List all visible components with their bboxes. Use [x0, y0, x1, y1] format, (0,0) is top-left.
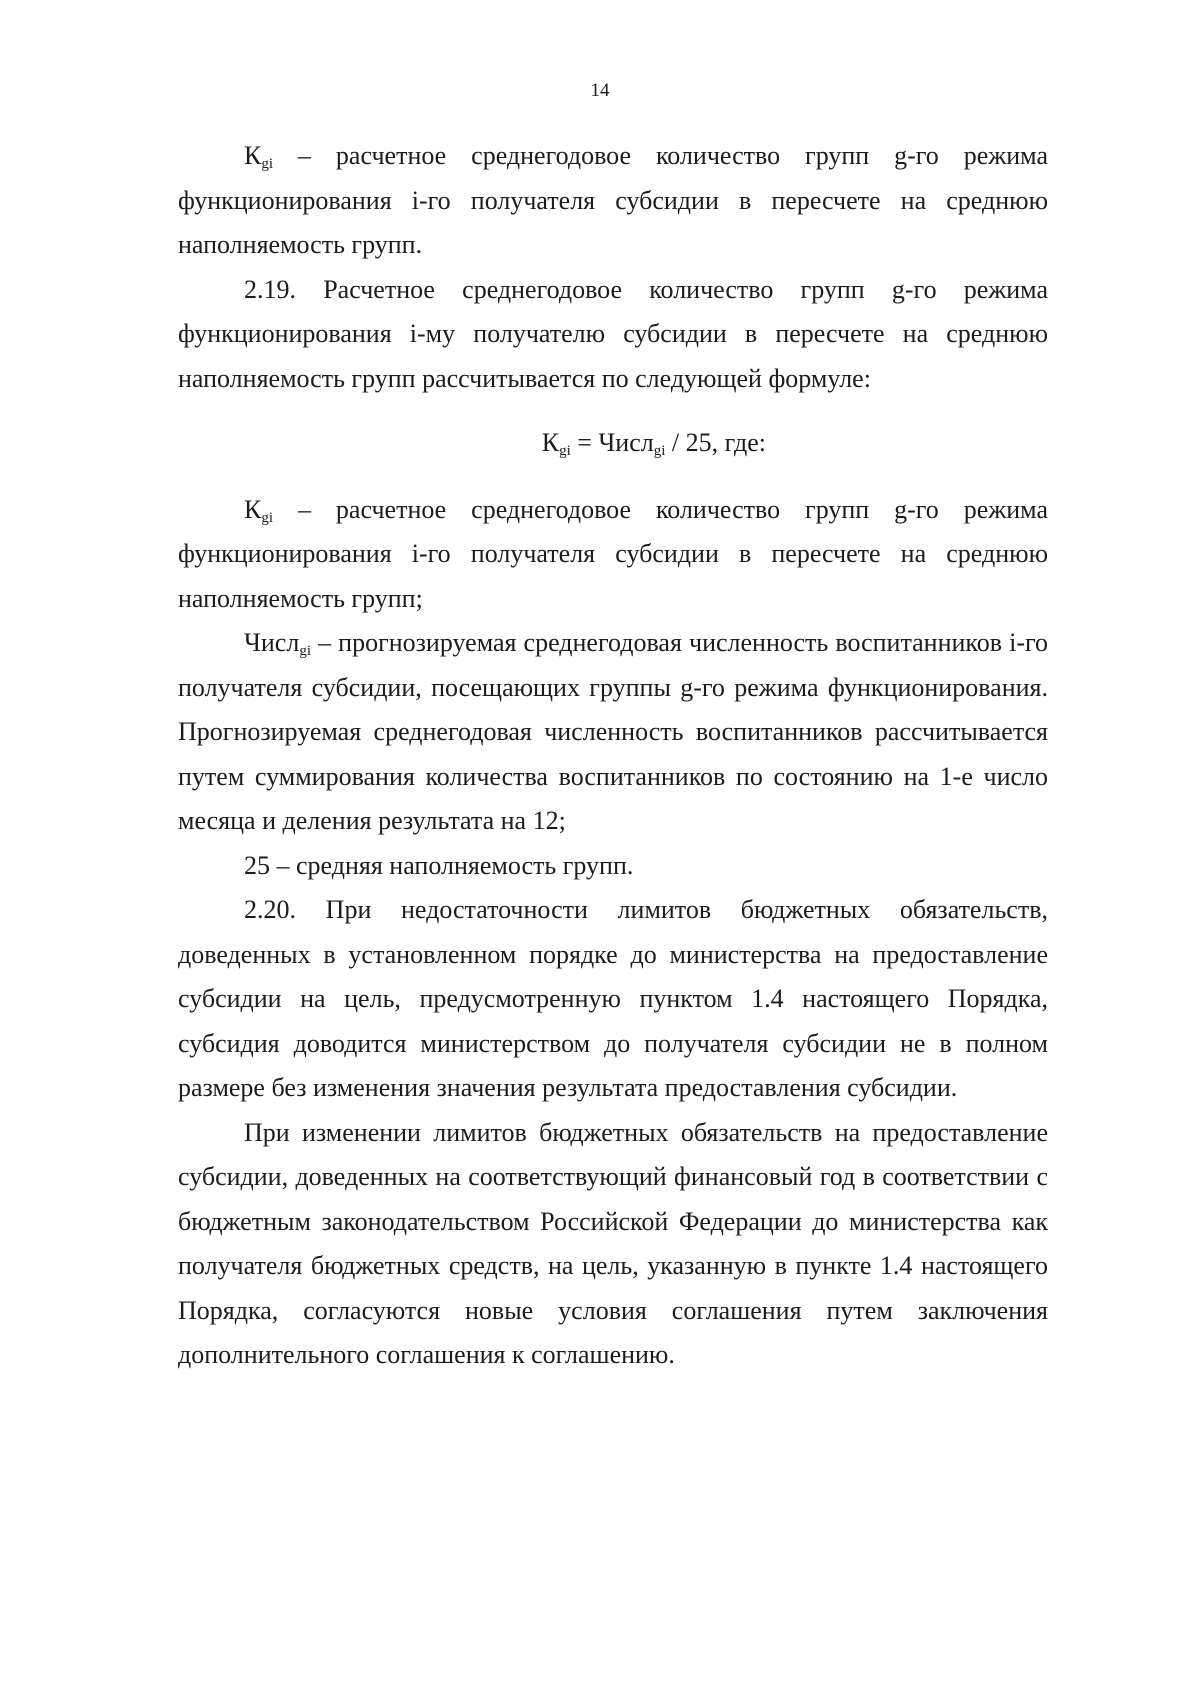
paragraph-limits-change: При изменении лимитов бюджетных обязательств на предоставление субсидии, доведенных на соответствующий финансовый год в соответствии с бюджетным законодательством Российской Федерации до министерства как получателя бюджетных средств, на цель, указанную в пункте 1.4 настоящего Порядка, согласуются новые условия соглашения путем заключения дополнительного соглашения к соглашению. [178, 1117, 1048, 1369]
paragraph-kgi-definition-2 [178, 488, 1048, 622]
document-body [178, 134, 1048, 1378]
chisl-definition-text: – прогнозируемая среднегодовая численность воспитанников i-го получателя субсидии, посещающих группы g-го режима функционирования. Прогнозируемая среднегодовая численность воспитанников рассчитывается путем суммирования количества воспитанников по состоянию на 1-е число месяца и деления результата на 12; [178, 628, 1048, 835]
paragraph-2-19: 2.19. Расчетное среднегодовое количество групп g-го режима функционирования i-му получателю субсидии в пересчете на среднюю наполняемость групп рассчитывается по следующей формуле: [178, 274, 1048, 393]
page-number: 14 [590, 80, 610, 101]
kgi-symbol-2: К [244, 494, 262, 524]
chisl-symbol: Числ [244, 628, 300, 657]
kgi-subscript: gi [261, 156, 274, 172]
kgi-definition-text: – расчетное среднегодовое количество групп g-го режима функционирования i-го получателя субсидии в пересчете на среднюю наполняемость групп. [178, 141, 1048, 259]
formula-lhs: К [541, 428, 560, 457]
kgi-symbol: К [244, 141, 262, 170]
paragraph-average-occupancy: 25 – средняя наполняемость групп. [244, 850, 634, 880]
paragraph-2-20: 2.20. При недостаточности лимитов бюджетных обязательств, доведенных в установленном порядке до министерства на предоставление субсидии на цель, предусмотренную пунктом 1.4 настоящего Порядка, субсидия доводится министерством до получателя субсидии не в полном размере без изменения значения результата предоставления субсидии. [178, 895, 1048, 1102]
paragraph-kgi-definition [178, 134, 1048, 268]
kgi-definition-text-2: – расчетное среднегодовое количество групп g-го режима функционирования i-го получателя субсидии в пересчете на среднюю наполняемость групп; [178, 494, 1048, 613]
paragraph-chisl-definition [178, 621, 1048, 844]
formula-rest: / 25, где: [665, 428, 766, 457]
kgi-subscript-2: gi [261, 509, 274, 526]
formula-rhs-subscript: gi [653, 443, 666, 459]
chisl-subscript: gi [299, 643, 311, 659]
formula-kgi [178, 421, 1048, 466]
formula-lhs-subscript: gi [559, 443, 571, 459]
formula-eq: = Числ [570, 428, 654, 457]
